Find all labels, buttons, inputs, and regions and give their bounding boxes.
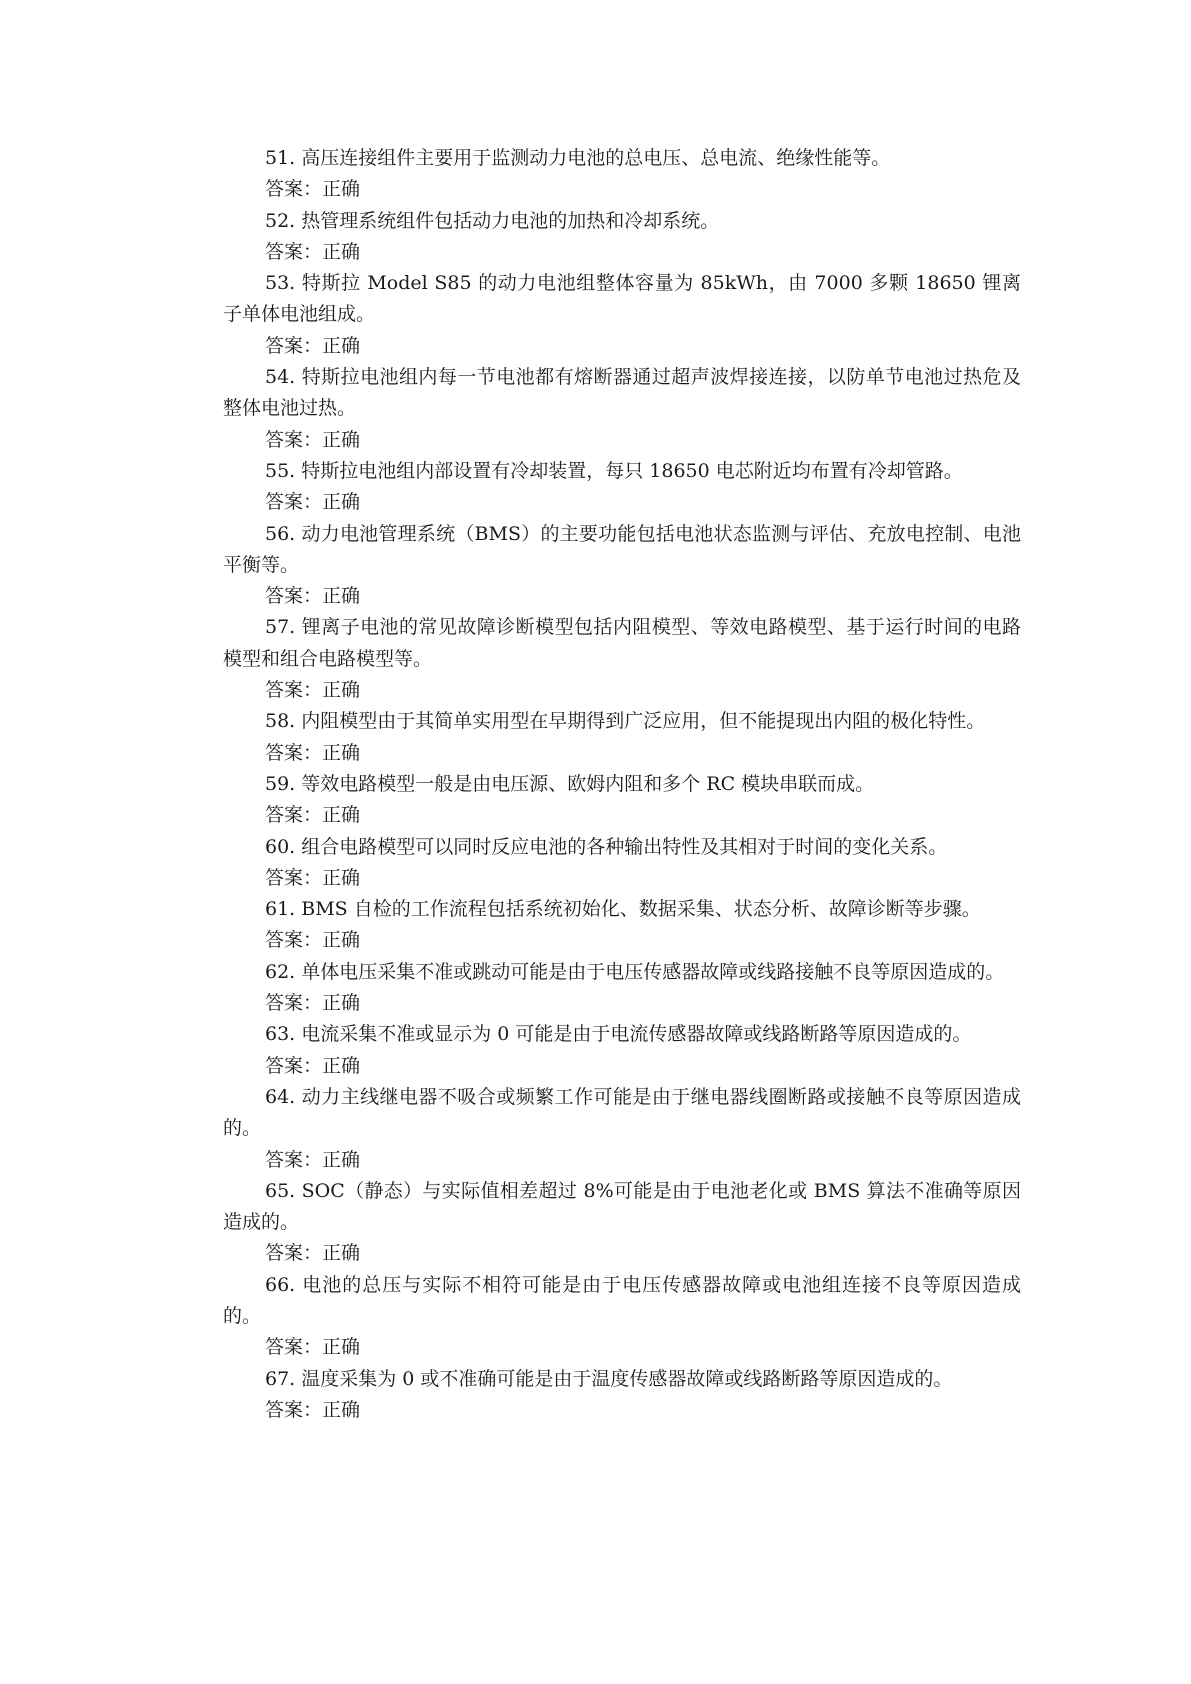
question-60: 60. 组合电路模型可以同时反应电池的各种输出特性及其相对于时间的变化关系。	[265, 835, 948, 858]
answer-59: 答案：正确	[265, 804, 361, 827]
answer-52: 答案：正确	[265, 240, 361, 263]
question-61: 61. BMS 自检的工作流程包括系统初始化、数据采集、状态分析、故障诊断等步骤。	[265, 898, 981, 921]
answer-56: 答案：正确	[265, 585, 361, 608]
question-65: 65. SOC（静态）与实际值相差超过 8%可能是由于电池老化或 BMS 算法不准确等原因造成的。	[223, 1179, 1021, 1234]
question-66: 66. 电池的总压与实际不相符可能是由于电压传感器故障或电池组连接不良等原因造成的。	[223, 1273, 1021, 1327]
question-64: 64. 动力主线继电器不吸合或频繁工作可能是由于继电器线圈断路或接触不良等原因造成的。	[223, 1085, 1021, 1140]
answer-51: 答案：正确	[265, 178, 361, 201]
question-52: 52. 热管理系统组件包括动力电池的加热和冷却系统。	[265, 209, 720, 232]
question-57: 57. 锂离子电池的常见故障诊断模型包括内阻模型、等效电路模型、基于运行时间的电路模型和组合电路模型等。	[223, 616, 1021, 670]
answer-66: 答案：正确	[265, 1336, 361, 1359]
answer-63: 答案：正确	[265, 1054, 361, 1077]
question-59: 59. 等效电路模型一般是由电压源、欧姆内阻和多个 RC 模块串联而成。	[265, 772, 875, 795]
question-62: 62. 单体电压采集不准或跳动可能是由于电压传感器故障或线路接触不良等原因造成的。	[265, 960, 1005, 983]
question-63: 63. 电流采集不准或显示为 0 可能是由于电流传感器故障或线路断路等原因造成的。	[265, 1023, 972, 1046]
answer-64: 答案：正确	[265, 1148, 361, 1171]
answer-61: 答案：正确	[265, 929, 361, 952]
answer-65: 答案：正确	[265, 1242, 361, 1265]
question-58: 58. 内阻模型由于其简单实用型在早期得到广泛应用，但不能提现出内阻的极化特性。	[265, 710, 986, 733]
answer-54: 答案：正确	[265, 428, 361, 451]
answer-60: 答案：正确	[265, 866, 361, 889]
question-56: 56. 动力电池管理系统（BMS）的主要功能包括电池状态监测与评估、充放电控制、电池平衡等。	[223, 522, 1021, 576]
question-list	[223, 143, 1021, 1426]
question-53: 53. 特斯拉 Model S85 的动力电池组整体容量为 85kWh，由 7000 多颗 18650 锂离子单体电池组成。	[223, 272, 1021, 326]
answer-67: 答案：正确	[265, 1398, 361, 1421]
question-54: 54. 特斯拉电池组内每一节电池都有熔断器通过超声波焊接连接，以防单节电池过热危及整体电池过热。	[223, 366, 1021, 420]
answer-53: 答案：正确	[265, 334, 361, 357]
question-67: 67. 温度采集为 0 或不准确可能是由于温度传感器故障或线路断路等原因造成的。	[265, 1367, 953, 1390]
answer-62: 答案：正确	[265, 992, 361, 1015]
answer-57: 答案：正确	[265, 679, 361, 702]
question-55: 55. 特斯拉电池组内部设置有冷却装置，每只 18650 电芯附近均布置有冷却管路。	[265, 459, 963, 482]
question-51: 51. 高压连接组件主要用于监测动力电池的总电压、总电流、绝缘性能等。	[265, 147, 891, 169]
answer-58: 答案：正确	[265, 741, 361, 764]
answer-55: 答案：正确	[265, 491, 361, 514]
